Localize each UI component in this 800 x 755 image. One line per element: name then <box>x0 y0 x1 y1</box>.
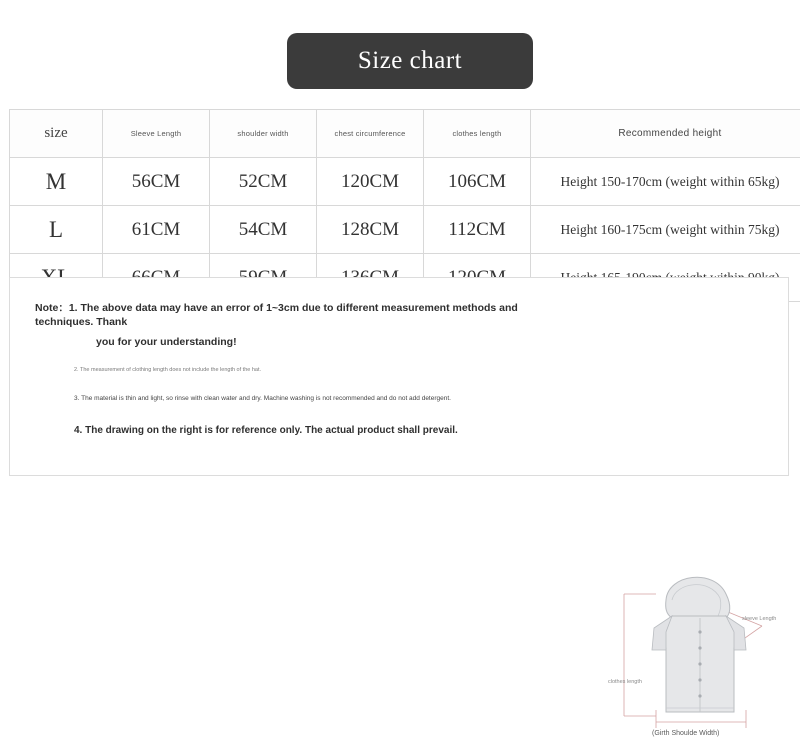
table-row <box>10 206 800 254</box>
cell-chest: 120CM <box>317 158 424 206</box>
note-2: 2. The measurement of clothing length does not include the length of the hat. <box>74 367 261 373</box>
cell-shoulder: 54CM <box>210 206 317 254</box>
notes-panel <box>9 277 789 476</box>
diagram-sleeve-length-label: sleeve Length <box>742 616 776 622</box>
table-header-row <box>10 110 800 158</box>
header-clothes-length: clothes length <box>424 110 531 158</box>
cell-length: 106CM <box>424 158 531 206</box>
header-shoulder-width: shoulder width <box>210 110 317 158</box>
note-4: 4. The drawing on the right is for reference only. The actual product shall prevail. <box>74 425 458 436</box>
cell-sleeve: 56CM <box>103 158 210 206</box>
header-sleeve-length: Sleeve Length <box>103 110 210 158</box>
size-chart-table <box>9 109 800 302</box>
cell-height: Height 160-175cm (weight within 75kg) <box>531 206 800 254</box>
cell-length: 112CM <box>424 206 531 254</box>
title-banner <box>287 33 533 89</box>
diagram-girth-shoulder-width-label: (Girth Shoulde Width) <box>652 730 719 737</box>
cell-size: M <box>10 158 103 206</box>
raincoat-illustration <box>610 560 800 750</box>
page-title: Size chart <box>358 47 462 75</box>
header-size: size <box>10 110 103 158</box>
diagram-clothes-length-label: clothes length <box>608 679 642 685</box>
table-row <box>10 158 800 206</box>
cell-size: L <box>10 206 103 254</box>
header-recommended-height: Recommended height <box>531 110 800 158</box>
header-chest-circumference: chest circumference <box>317 110 424 158</box>
note-3: 3. The material is thin and light, so rinse with clean water and dry. Machine washing is not recommended and do not add detergent. <box>74 395 451 402</box>
cell-height: Height 150-170cm (weight within 65kg) <box>531 158 800 206</box>
cell-shoulder: 52CM <box>210 158 317 206</box>
note-1: Note：1. The above data may have an error of 1~3cm due to different measurement methods and techniques. Thank <box>35 302 535 329</box>
garment-diagram <box>610 560 800 750</box>
note-1-continued: you for your understanding! <box>96 336 237 348</box>
cell-chest: 128CM <box>317 206 424 254</box>
cell-sleeve: 61CM <box>103 206 210 254</box>
